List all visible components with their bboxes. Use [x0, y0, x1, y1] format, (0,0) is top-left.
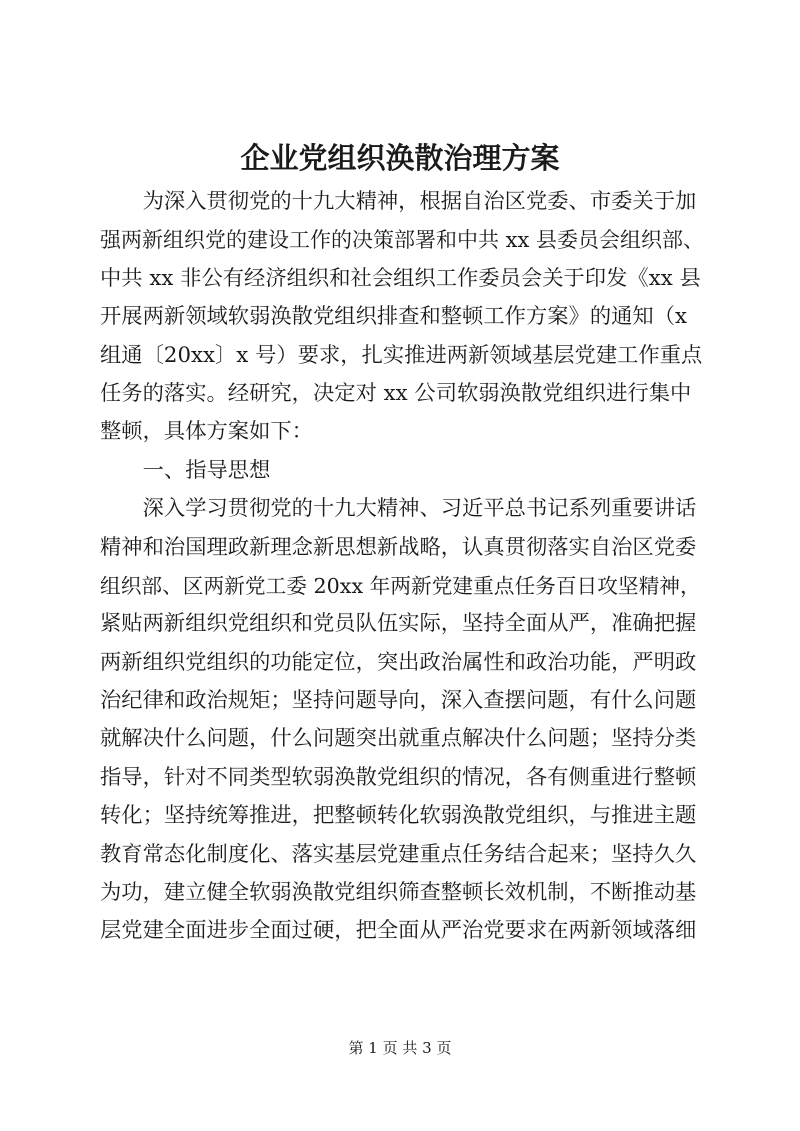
- section-heading: 一、指导思想: [100, 457, 271, 483]
- body-line: 层党建全面进步全面过硬，把全面从严治党要求在两新领域落细: [100, 918, 697, 944]
- body-line: 深入学习贯彻党的十九大精神、习近平总书记系列重要讲话: [100, 496, 697, 522]
- body-line: 紧贴两新组织党组织和党员队伍实际，坚持全面从严，准确把握: [100, 611, 697, 637]
- body-line: 精神和治国理政新理念新思想新战略，认真贯彻落实自治区党委: [100, 534, 697, 560]
- page-number: 第 1 页 共 3 页: [348, 1039, 452, 1057]
- document-body: [100, 183, 705, 951]
- body-line: 强两新组织党的建设工作的决策部署和中共 xx 县委员会组织部、: [100, 228, 705, 253]
- body-line: 两新组织党组织的功能定位，突出政治属性和政治功能，严明政: [100, 649, 697, 675]
- body-line: 中共 xx 非公有经济组织和社会组织工作委员会关于印发《xx 县: [100, 265, 701, 291]
- body-line: 治纪律和政治规矩；坚持问题导向，深入查摆问题，有什么问题: [100, 688, 697, 714]
- body-line: 教育常态化制度化、落实基层党建重点任务结合起来；坚持久久: [100, 841, 697, 867]
- body-line: 组通〔20xx〕x 号）要求，扎实推进两新领域基层党建工作重点: [100, 342, 703, 368]
- body-line: 为功，建立健全软弱涣散党组织筛查整顿长效机制，不断推动基: [100, 880, 697, 906]
- body-line: 为深入贯彻党的十九大精神，根据自治区党委、市委关于加: [100, 189, 697, 214]
- body-line: 组织部、区两新党工委 20xx 年两新党建重点任务百日攻坚精神，: [100, 573, 701, 598]
- body-line: 整顿，具体方案如下：: [100, 419, 313, 445]
- body-line: 转化；坚持统筹推进，把整顿转化软弱涣散党组织，与推进主题: [100, 803, 697, 829]
- body-line: 任务的落实。经研究，决定对 xx 公司软弱涣散党组织进行集中: [100, 380, 692, 406]
- body-line: 指导，针对不同类型软弱涣散党组织的情况，各有侧重进行整顿: [100, 764, 697, 790]
- body-line: 开展两新领域软弱涣散党组织排查和整顿工作方案》的通知（x: [100, 304, 688, 330]
- document-title: 企业党组织涣散治理方案: [240, 141, 560, 175]
- body-line: 就解决什么问题，什么问题突出就重点解决什么问题；坚持分类: [100, 726, 697, 752]
